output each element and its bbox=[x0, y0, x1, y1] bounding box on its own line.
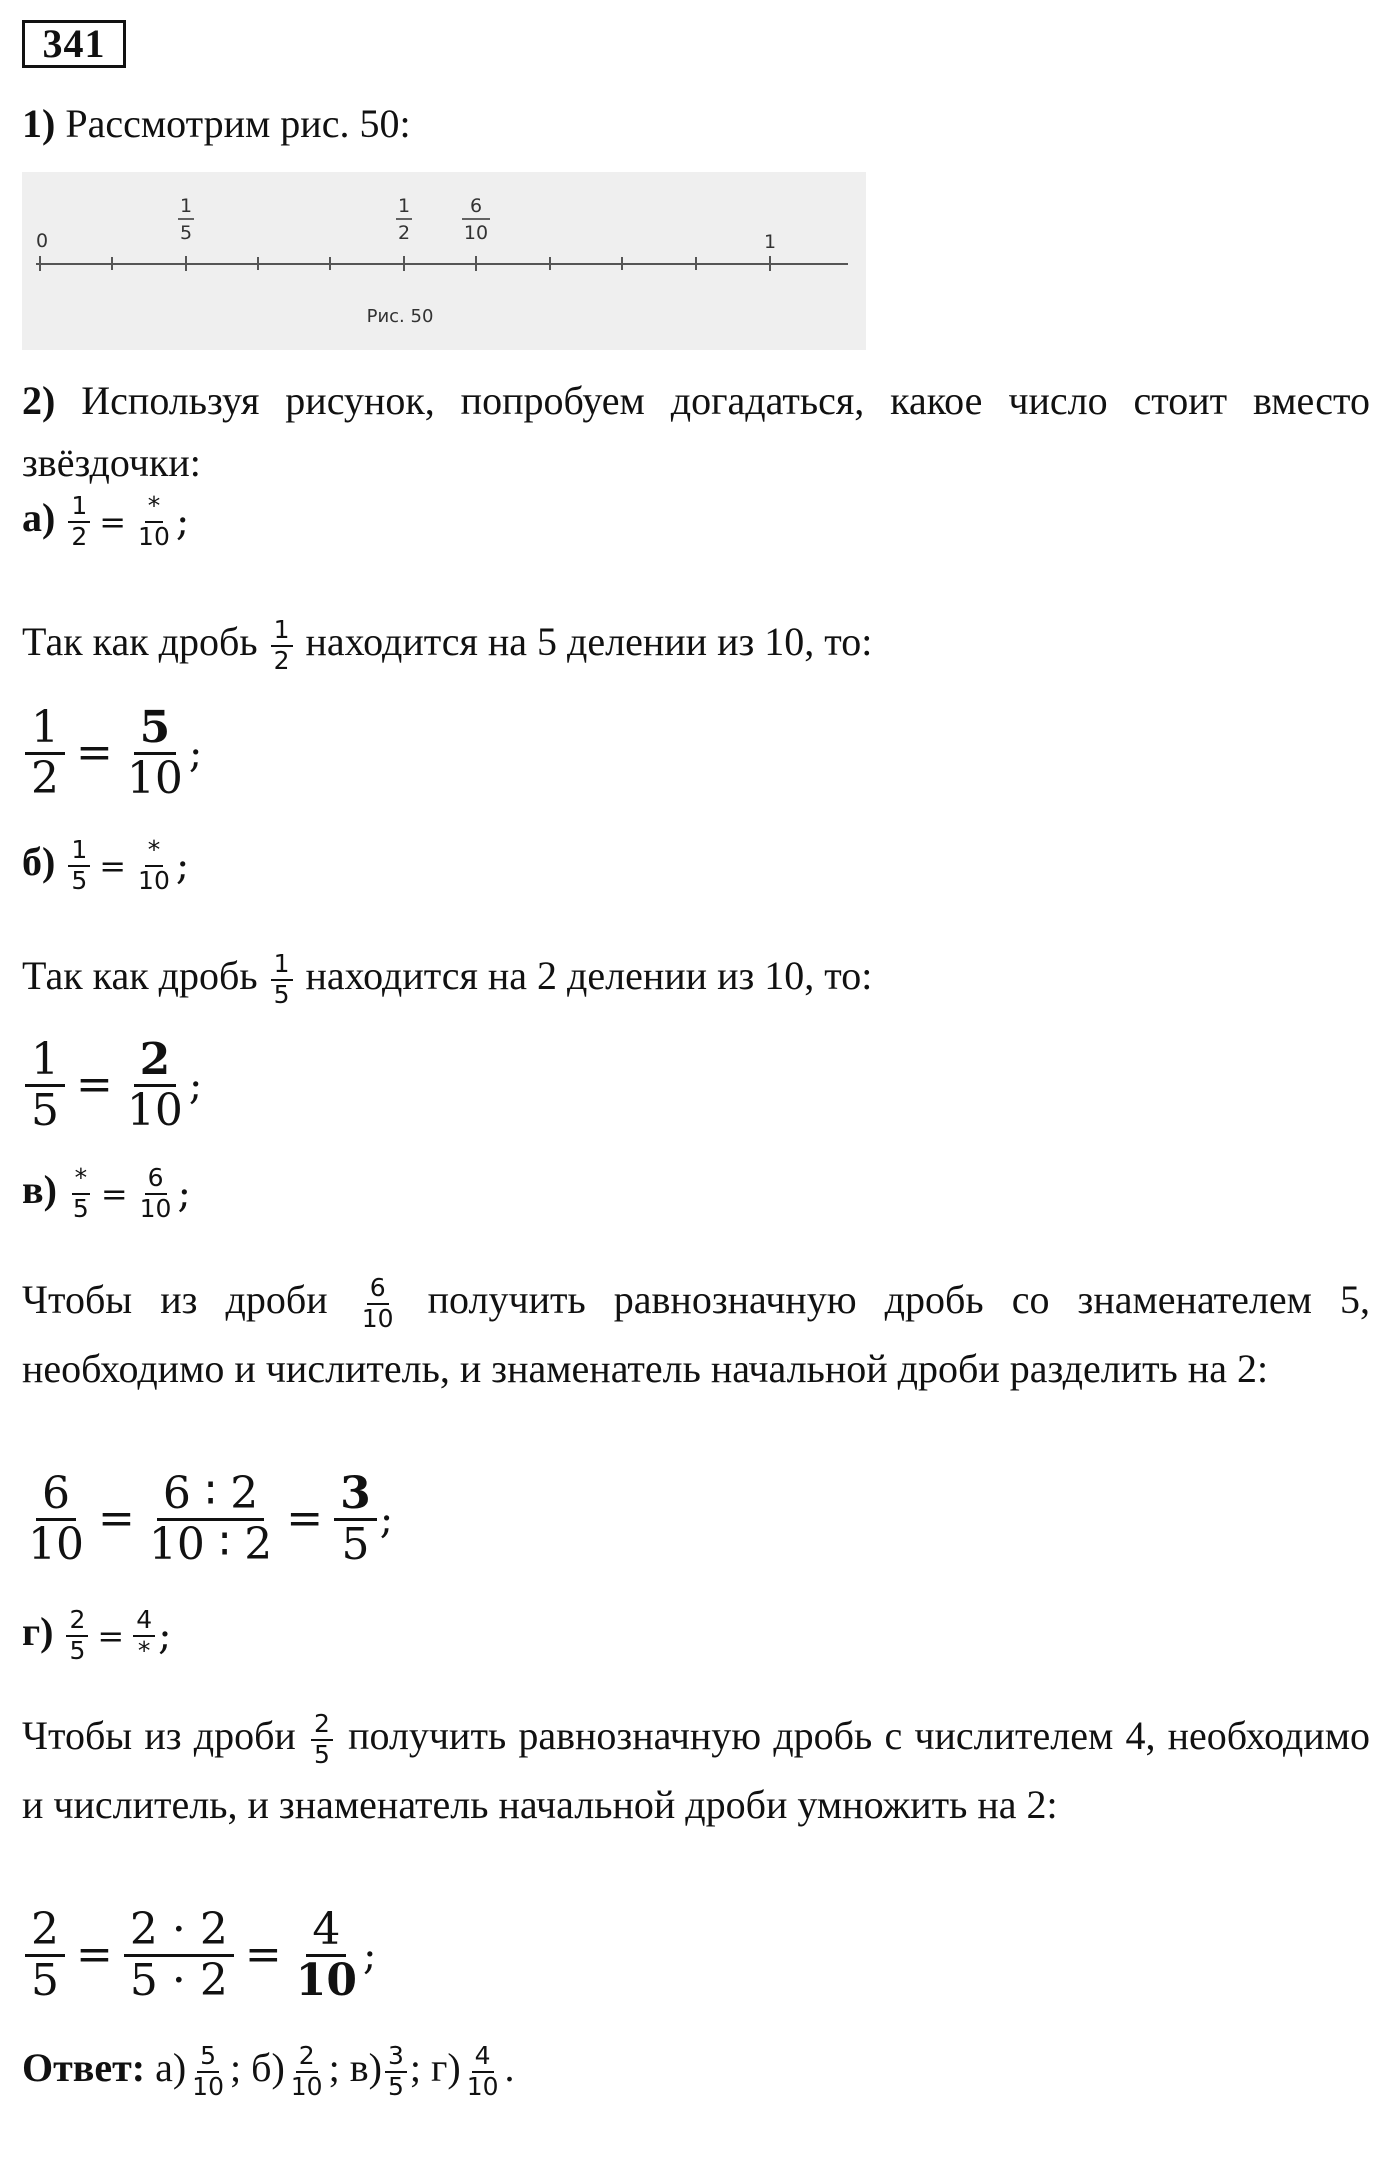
part2-label: 2) bbox=[22, 378, 56, 423]
number-line-axis bbox=[36, 256, 848, 271]
label-one: 1 bbox=[763, 231, 777, 253]
item-g-label: г) bbox=[22, 1608, 54, 1654]
fraction: $\frac{5}{10}$ bbox=[192, 2041, 224, 2101]
item-b-task: б) $\frac{1}{5}$ = $\frac{*}{10}$ ; bbox=[22, 835, 190, 895]
fraction: $\frac{3}{5}$ bbox=[385, 2042, 407, 2102]
label-six-tenths-d: 10 bbox=[463, 222, 489, 244]
item-b-result: $\frac{1}{5}$ = $\frac{2}{10}$ ; bbox=[22, 1036, 1370, 1136]
figure-caption: Рис. 50 bbox=[366, 306, 434, 327]
label-fifth-n: 1 bbox=[179, 195, 193, 217]
fraction: $\frac{6 ∶ 2}{10 ∶ 2}$ bbox=[148, 1468, 273, 1571]
fraction: $\frac{2}{5}$ bbox=[25, 1906, 65, 2006]
item-a-label: а) bbox=[22, 494, 56, 540]
part2-paragraph bbox=[22, 370, 1370, 494]
fraction: $\frac{6}{10}$ bbox=[28, 1468, 84, 1571]
fraction: $\frac{6}{10}$ bbox=[361, 1273, 394, 1333]
fraction: $\frac{6}{10}$ bbox=[139, 1163, 172, 1223]
item-v-explanation: Чтобы из дроби $\frac{6}{10}$ получить равнозначную дробь со знаменателем 5, необходимо и числитель, и знаменатель начальной дроби разделить на 2: bbox=[22, 1273, 1371, 1391]
fraction: $\frac{2}{5}$ bbox=[311, 1710, 333, 1770]
item-b-label: б) bbox=[22, 838, 56, 884]
fraction: $\frac{*}{5}$ bbox=[72, 1163, 89, 1223]
fraction: $\frac{2 \cdot 2}{5 \cdot 2}$ bbox=[124, 1906, 234, 2006]
item-v-task: в) $\frac{*}{5}$ = $\frac{6}{10}$ ; bbox=[22, 1163, 191, 1223]
fraction: $\frac{*}{10}$ bbox=[138, 835, 170, 895]
fraction: $\frac{2}{10}$ bbox=[126, 1034, 183, 1137]
label-zero: 0 bbox=[35, 230, 49, 252]
figure-number-line bbox=[22, 172, 866, 350]
fraction: $\frac{3}{5}$ bbox=[334, 1470, 377, 1570]
label-fifth-d: 5 bbox=[179, 222, 193, 244]
fraction: $\frac{4}{*}$ bbox=[133, 1606, 155, 1666]
label-half-n: 1 bbox=[397, 195, 411, 217]
fraction: $\frac{2}{5}$ bbox=[66, 1606, 88, 1666]
fraction: $\frac{4}{10}$ bbox=[466, 2041, 499, 2101]
answer-label: Ответ: bbox=[22, 2044, 146, 2090]
fraction: $\frac{1}{2}$ bbox=[68, 492, 90, 552]
fraction: $\frac{1}{5}$ bbox=[68, 836, 90, 896]
item-v-label: в) bbox=[22, 1166, 57, 1212]
fraction: $\frac{4}{10}$ bbox=[295, 1904, 357, 2007]
fraction: $\frac{1}{5}$ bbox=[271, 950, 293, 1010]
fraction: $\frac{1}{2}$ bbox=[271, 616, 293, 676]
fraction: $\frac{1}{5}$ bbox=[25, 1036, 65, 1136]
fraction: $\frac{5}{10}$ bbox=[126, 702, 183, 805]
fraction: $\frac{1}{2}$ bbox=[25, 704, 65, 804]
part2-text: Используя рисунок, попробуем догадаться, какое число стоит вместо звёздочки: bbox=[22, 378, 1370, 485]
item-g-task: г) $\frac{2}{5}$ = $\frac{4}{*}$ ; bbox=[22, 1605, 172, 1665]
task-number: 341 bbox=[22, 20, 126, 68]
item-a-result: $\frac{1}{2}$ = $\frac{5}{10}$ ; bbox=[22, 704, 1370, 804]
part1-line bbox=[22, 100, 1370, 148]
item-a-task: а) $\frac{1}{2}$ = $\frac{*}{10}$ ; bbox=[22, 491, 190, 551]
part1-text: Рассмотрим рис. 50: bbox=[65, 101, 411, 146]
fraction: $\frac{2}{10}$ bbox=[290, 2041, 323, 2101]
label-half-d: 2 bbox=[397, 222, 411, 244]
item-g-result: $\frac{2}{5}$ = $\frac{2 \cdot 2}{5 \cdot 2}$ = $\frac{4}{10}$ ; bbox=[22, 1906, 1370, 2006]
item-v-result: $\frac{6}{10}$ = $\frac{6 ∶ 2}{10 ∶ 2}$ = $\frac{3}{5}$ ; bbox=[22, 1470, 1370, 1570]
item-a-explanation: Так как дробь $\frac{1}{2}$ находится на 5 делении из 10, то: bbox=[22, 615, 873, 675]
item-b-explanation: Так как дробь $\frac{1}{5}$ находится на 2 делении из 10, то: bbox=[22, 949, 873, 1009]
item-g-explanation: Чтобы из дроби $\frac{2}{5}$ получить равнозначную дробь с числителем 4, необходимо и числитель, и знаменатель начальной дроби умножить на 2: bbox=[22, 1709, 1371, 1827]
answer-line: Ответ: а) $\frac{5}{10}$ ; б) $\frac{2}{10}$ ; в) $\frac{3}{5}$ ; г) $\frac{4}{10}$ . bbox=[22, 2041, 515, 2101]
part1-label: 1) bbox=[22, 101, 56, 146]
fraction: $\frac{*}{10}$ bbox=[138, 491, 170, 551]
label-six-tenths-n: 6 bbox=[469, 195, 483, 217]
number-line-svg bbox=[22, 172, 866, 350]
